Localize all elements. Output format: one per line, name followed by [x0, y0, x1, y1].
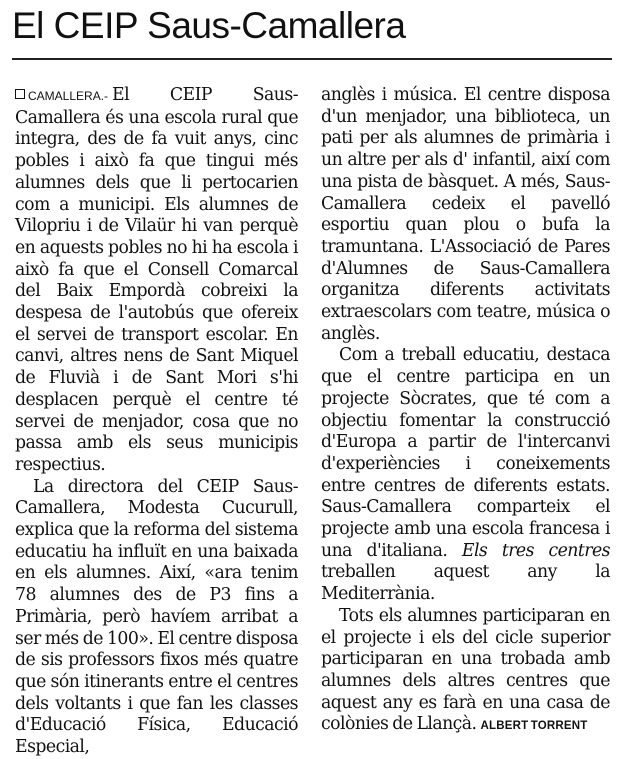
article-column-left — [15, 85, 298, 759]
square-bullet-icon — [15, 89, 25, 99]
article-column-right — [321, 85, 610, 738]
paragraph-2: La directora del CEIP Saus-Camallera, Modesta Cucurull, explica que la reforma del sistema educatiu ha influït en una baixada en els alumnes. Així, «ara tenim 78 alumnes des de P3 fins a Primària, però havíem arribat a ser més de 100». El centre disposa de sis professors fixos més quatre que són itinerants entre el centres dels voltants i que fan les classes d'Educació Física, Educació Especial, — [15, 476, 298, 758]
kicker-text: CAMALLERA.- — [28, 89, 109, 103]
headline-rule — [12, 58, 612, 60]
paragraph-1 — [15, 85, 298, 477]
kicker — [15, 89, 108, 103]
paragraph-1-text: El CEIP Saus-Camallera és una escola rural que integra, des de fa vuit anys, cinc pobles i això fa que tingui més alumnes dels que li pertocarien com a municipi. Els alumnes de Vilopriu i de Vilaür hi van perquè en aquests pobles no hi ha escola i això fa que el Consell Comarcal del Baix Empordà cobreixi la despesa de l'autobús que ofereix el servei de transport escolar. En canvi, altres nens de Sant Miquel de Fluvià i de Sant Mori s'hi desplacen perquè el centre té servei de menjador, cosa que no passa amb els seus municipis respectius. — [15, 85, 298, 475]
headline: El CEIP Saus-Camallera — [12, 5, 406, 46]
paragraph-5-text: Tots els alumnes participaran en el projecte i els del cicle superior participaran en una trobada amb alumnes dels altres centres que aquest any es farà en una casa de colònies de Llançà. — [321, 605, 610, 735]
paragraph-4-text-a: Com a treball educatiu, destaca que el centre participa en un projecte Sòcrates, que té com a objectiu fomentar la construcció d'Europa a partir de l'intercanvi d'experiències i coneixements entre centres de diferents estats. Saus-Camallera comparteix el projecte amb una escola francesa i una d'italiana. — [321, 345, 610, 561]
byline: ALBERT TORRENT — [480, 720, 588, 733]
paragraph-4-text-b: treballen aquest any la Mediterrània. — [321, 562, 610, 605]
paragraph-4 — [321, 345, 610, 605]
paragraph-3: anglès i música. El centre disposa d'un menjador, una biblioteca, un pati per als alumnes de primària i un altre per als d' infantil, així com una pista de bàsquet. A més, Saus-Camallera cedeix el pavelló esportiu quan plou o bufa la tramuntana. L'Associació de Pares d'Alumnes de Saus-Camallera organitza diferents activitats extraescolars com teatre, música o anglès. — [321, 85, 610, 344]
paragraph-5 — [321, 606, 610, 738]
paragraph-4-italic: Els tres centres — [461, 540, 610, 561]
